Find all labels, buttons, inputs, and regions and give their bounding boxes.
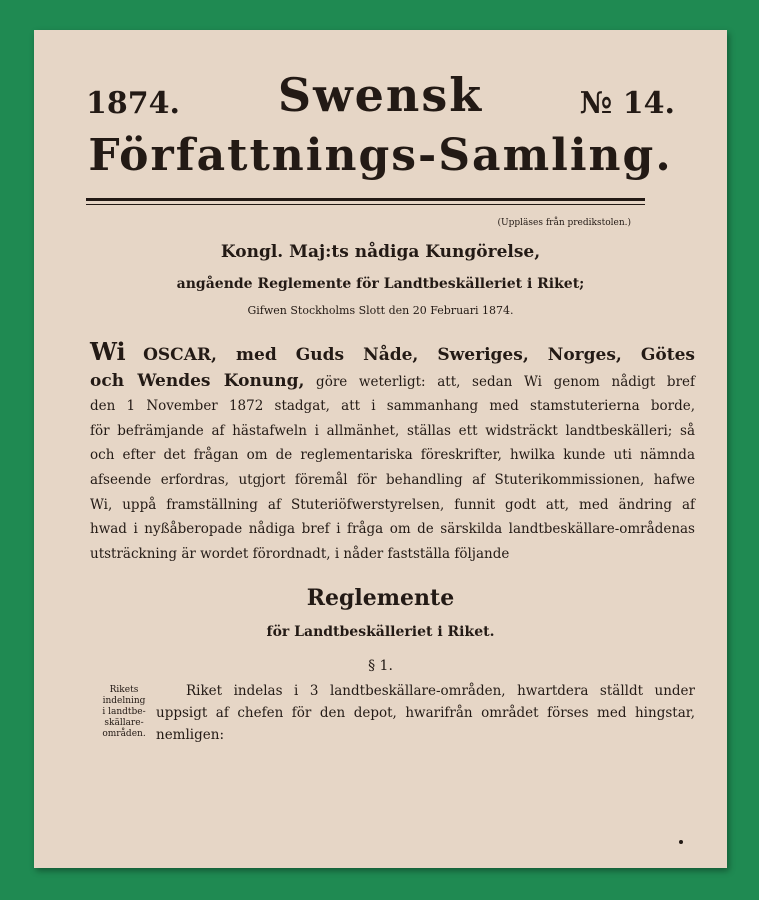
intro-line2-rest: göre weterligt: att, sedan Wi genom nådigt bref bbox=[316, 373, 696, 390]
masthead-title-line2: Författnings-Samling. bbox=[88, 130, 673, 181]
divider-thick bbox=[86, 198, 645, 201]
margin-note-line: i landtbe- bbox=[102, 707, 146, 717]
reading-note: (Uppläses från predikstolen.) bbox=[497, 218, 631, 228]
paragraph-1-line3: nemligen: bbox=[156, 727, 224, 743]
divider-thin bbox=[86, 204, 645, 205]
intro-line8: hwad i nyßåberopade nådiga bref i fråga om de särskilda landtbeskällare-områdenas bbox=[90, 521, 695, 538]
intro-line7: Wi, uppå framställning af Stuteriöfwerstyrelsen, funnit godt att, med ändring af bbox=[90, 496, 695, 513]
intro-paragraph bbox=[90, 337, 696, 566]
masthead bbox=[86, 68, 675, 128]
intro-line4: för befrämjande af hästafweln i allmänhet, ställas ett widsträckt landtbeskälleri; så bbox=[90, 422, 695, 439]
paragraph-1 bbox=[156, 680, 695, 746]
intro-line5: och efter det frågan om de reglementariska föreskrifter, hwilka kunde uti nämnda bbox=[90, 447, 695, 464]
heading-line1: Kongl. Maj:ts nådiga Kungörelse, bbox=[220, 242, 541, 262]
reglemente-title: Reglemente bbox=[306, 585, 455, 611]
issue-number: № 14. bbox=[579, 86, 675, 121]
document-page bbox=[34, 30, 727, 868]
intro-line9: utsträckning är wordet förordnadt, i nåder fastställa följande bbox=[90, 545, 510, 562]
intro-bold-start: OSCAR, med Guds Nåde, Sweriges, Norges, Götes bbox=[143, 345, 695, 365]
year: 1874. bbox=[86, 86, 180, 121]
margin-note-line: indelning bbox=[102, 696, 146, 706]
masthead-title-line1: Swensk bbox=[277, 68, 484, 122]
paragraph-1-line2: uppsigt af chefen för den depot, hwarifrån området förses med hingstar, bbox=[156, 705, 695, 721]
margin-note-line: skällare- bbox=[104, 718, 144, 728]
margin-note-line: Rikets bbox=[109, 685, 139, 695]
intro-line3: den 1 November 1872 stadgat, att i sammanhang med stamstuterierna borde, bbox=[90, 398, 695, 415]
margin-note-line: områden. bbox=[102, 729, 146, 739]
ink-dot bbox=[679, 840, 683, 844]
heading-line2: angående Reglemente för Landtbeskälleriet i Riket; bbox=[176, 276, 585, 292]
intro-line6: afseende erfordras, utgjort föremål för behandling af Stuterikommissionen, hafwe bbox=[90, 471, 695, 488]
section-number: § 1. bbox=[368, 658, 393, 674]
intro-bold-line2: och Wendes Konung, bbox=[90, 370, 305, 391]
margin-note bbox=[92, 685, 156, 740]
heading-line3: Gifwen Stockholms Slott den 20 Februari 1874. bbox=[247, 304, 514, 317]
reglemente-subtitle: för Landtbeskälleriet i Riket. bbox=[266, 624, 495, 640]
paragraph-1-line1: Riket indelas i 3 landtbeskällare-områden, hwartdera ställdt under bbox=[186, 683, 695, 699]
initial-letter: Wi bbox=[90, 337, 126, 366]
